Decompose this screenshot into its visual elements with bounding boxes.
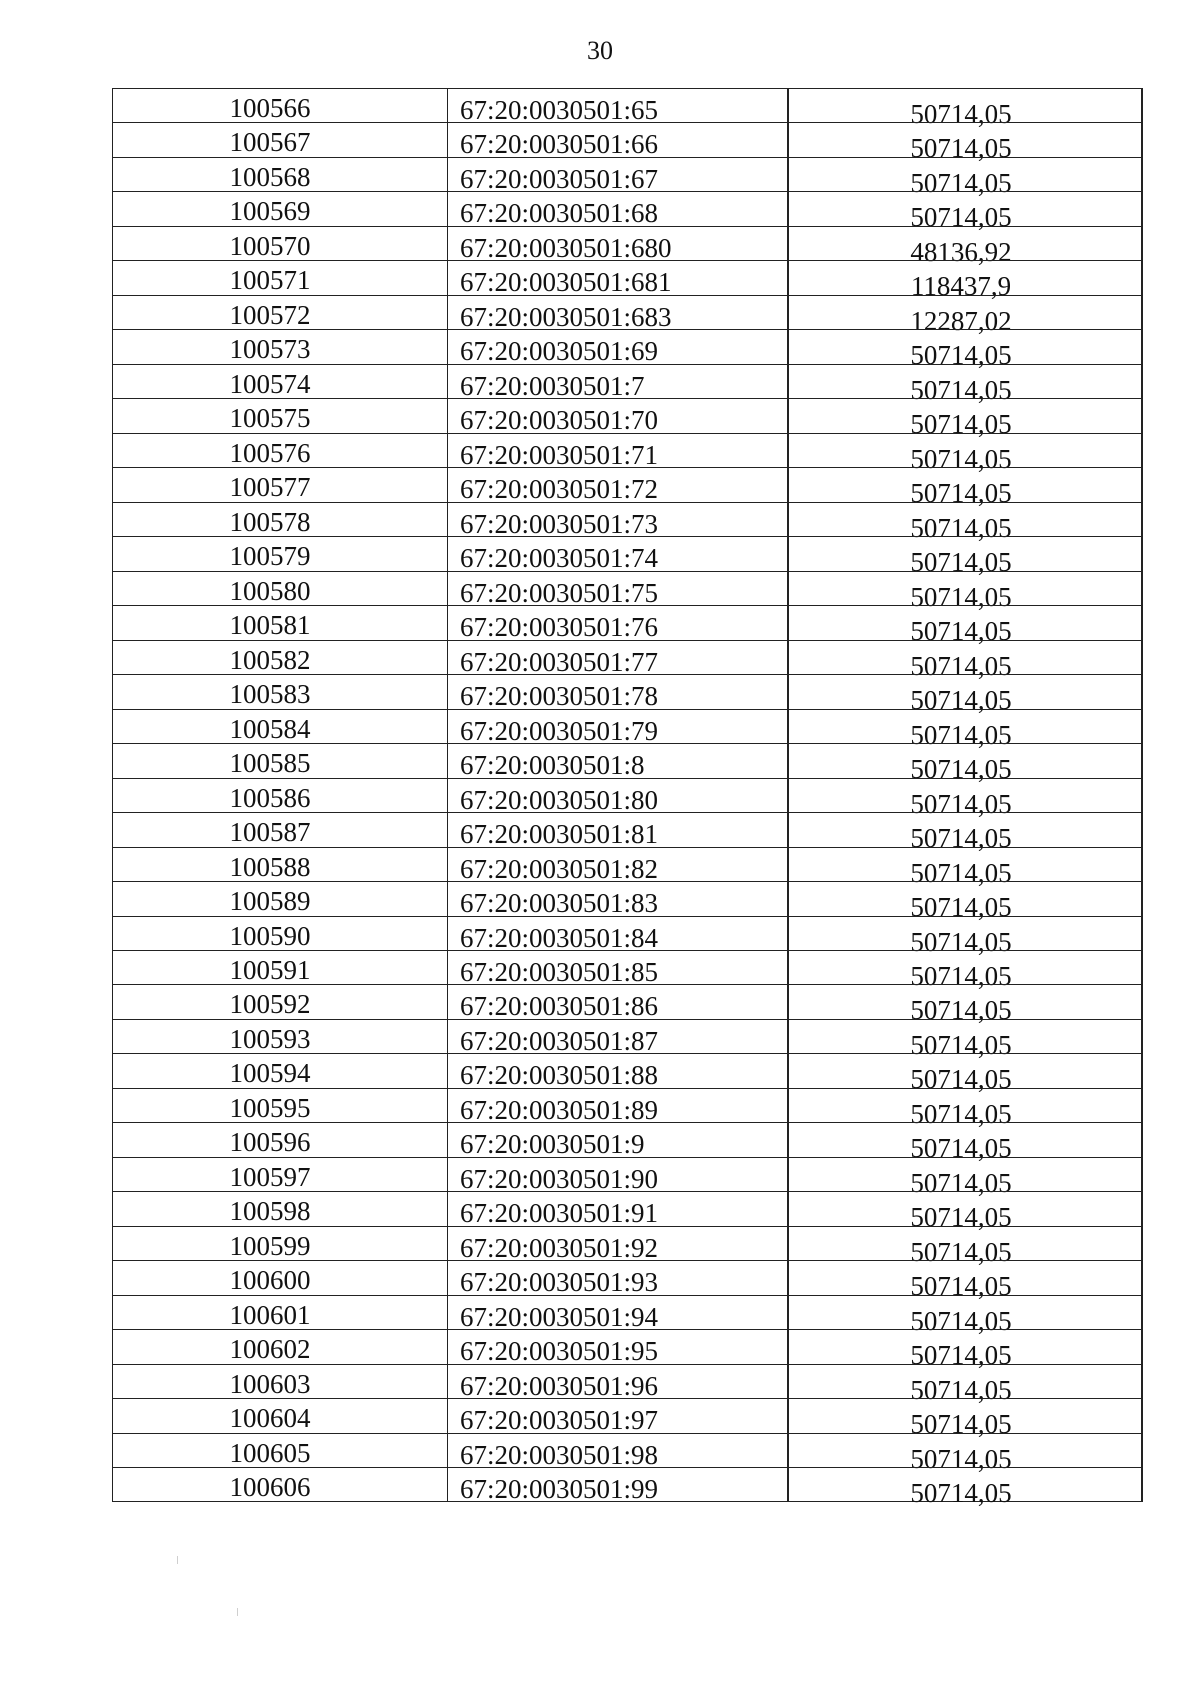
table-row bbox=[113, 1364, 1143, 1405]
row-code: 100570 bbox=[113, 226, 447, 260]
cadastral-number: 67:20:0030501:99 bbox=[447, 1467, 787, 1501]
row-code: 100589 bbox=[113, 881, 447, 915]
cadastral-number: 67:20:0030501:77 bbox=[447, 640, 787, 674]
cadastral-number: 67:20:0030501:7 bbox=[447, 364, 787, 398]
table-row bbox=[113, 1053, 1143, 1095]
cadastral-value: 50714,05 bbox=[787, 743, 1143, 777]
table-row bbox=[113, 812, 1143, 854]
cadastral-value: 50714,05 bbox=[787, 1295, 1143, 1329]
row-code: 100601 bbox=[113, 1295, 447, 1329]
table-row bbox=[113, 295, 1143, 336]
cadastral-value: 50714,05 bbox=[787, 1398, 1143, 1432]
table-row bbox=[113, 674, 1143, 716]
table-row bbox=[113, 88, 1143, 129]
cadastral-number: 67:20:0030501:89 bbox=[447, 1088, 787, 1122]
cadastral-value: 50714,05 bbox=[787, 329, 1143, 363]
row-code: 100582 bbox=[113, 640, 447, 674]
scan-mark bbox=[237, 1608, 238, 1616]
row-code: 100590 bbox=[113, 916, 447, 950]
table-row bbox=[113, 640, 1143, 681]
cadastral-value: 50714,05 bbox=[787, 1122, 1143, 1156]
table-row bbox=[113, 1467, 1143, 1509]
cadastral-number: 67:20:0030501:82 bbox=[447, 847, 787, 881]
cadastral-number: 67:20:0030501:67 bbox=[447, 157, 787, 191]
table-row bbox=[113, 433, 1143, 474]
cadastral-value: 50714,05 bbox=[787, 847, 1143, 881]
cadastral-value: 50714,05 bbox=[787, 1157, 1143, 1191]
cadastral-value: 50714,05 bbox=[787, 122, 1143, 156]
row-code: 100567 bbox=[113, 122, 447, 156]
table-row bbox=[113, 950, 1143, 991]
cadastral-number: 67:20:0030501:71 bbox=[447, 433, 787, 467]
cadastral-value: 50714,05 bbox=[787, 398, 1143, 432]
cadastral-number: 67:20:0030501:88 bbox=[447, 1053, 787, 1087]
cadastral-value: 50714,05 bbox=[787, 502, 1143, 536]
cadastral-value: 50714,05 bbox=[787, 433, 1143, 467]
cadastral-table bbox=[112, 88, 1142, 1509]
table-row bbox=[113, 122, 1143, 164]
cadastral-number: 67:20:0030501:8 bbox=[447, 743, 787, 777]
cadastral-value: 50714,05 bbox=[787, 1260, 1143, 1294]
cadastral-value: 50714,05 bbox=[787, 778, 1143, 812]
table-row bbox=[113, 1295, 1143, 1336]
cadastral-value: 50714,05 bbox=[787, 571, 1143, 605]
scan-mark bbox=[177, 1556, 178, 1564]
row-code: 100575 bbox=[113, 398, 447, 432]
cadastral-number: 67:20:0030501:93 bbox=[447, 1260, 787, 1294]
cadastral-number: 67:20:0030501:9 bbox=[447, 1122, 787, 1156]
table-row bbox=[113, 916, 1143, 957]
row-code: 100597 bbox=[113, 1157, 447, 1191]
cadastral-value: 50714,05 bbox=[787, 536, 1143, 570]
cadastral-value: 50714,05 bbox=[787, 640, 1143, 674]
cadastral-value: 50714,05 bbox=[787, 674, 1143, 708]
cadastral-value: 50714,05 bbox=[787, 1329, 1143, 1363]
cadastral-number: 67:20:0030501:96 bbox=[447, 1364, 787, 1398]
cadastral-number: 67:20:0030501:80 bbox=[447, 778, 787, 812]
table-row bbox=[113, 364, 1143, 405]
row-code: 100586 bbox=[113, 778, 447, 812]
table-row bbox=[113, 743, 1143, 785]
row-code: 100591 bbox=[113, 950, 447, 984]
table-row bbox=[113, 260, 1143, 302]
cadastral-value: 50714,05 bbox=[787, 88, 1143, 122]
row-code: 100592 bbox=[113, 984, 447, 1018]
cadastral-value: 50714,05 bbox=[787, 812, 1143, 846]
cadastral-number: 67:20:0030501:79 bbox=[447, 709, 787, 743]
cadastral-value: 50714,05 bbox=[787, 1226, 1143, 1260]
cadastral-value: 50714,05 bbox=[787, 1364, 1143, 1398]
table-row bbox=[113, 467, 1143, 509]
row-code: 100603 bbox=[113, 1364, 447, 1398]
cadastral-value: 50714,05 bbox=[787, 1191, 1143, 1225]
cadastral-value: 50714,05 bbox=[787, 467, 1143, 501]
cadastral-number: 67:20:0030501:681 bbox=[447, 260, 787, 294]
row-code: 100594 bbox=[113, 1053, 447, 1087]
cadastral-value: 50714,05 bbox=[787, 157, 1143, 191]
table-row bbox=[113, 1433, 1143, 1474]
cadastral-number: 67:20:0030501:72 bbox=[447, 467, 787, 501]
cadastral-number: 67:20:0030501:680 bbox=[447, 226, 787, 260]
cadastral-value: 50714,05 bbox=[787, 950, 1143, 984]
table-row bbox=[113, 1157, 1143, 1198]
cadastral-number: 67:20:0030501:95 bbox=[447, 1329, 787, 1363]
cadastral-number: 67:20:0030501:91 bbox=[447, 1191, 787, 1225]
cadastral-number: 67:20:0030501:74 bbox=[447, 536, 787, 570]
table-row bbox=[113, 571, 1143, 612]
table-row bbox=[113, 1398, 1143, 1440]
cadastral-value: 50714,05 bbox=[787, 1467, 1143, 1501]
cadastral-number: 67:20:0030501:76 bbox=[447, 605, 787, 639]
row-code: 100596 bbox=[113, 1122, 447, 1156]
cadastral-number: 67:20:0030501:78 bbox=[447, 674, 787, 708]
cadastral-number: 67:20:0030501:73 bbox=[447, 502, 787, 536]
cadastral-number: 67:20:0030501:83 bbox=[447, 881, 787, 915]
cadastral-value: 50714,05 bbox=[787, 1019, 1143, 1053]
table-row bbox=[113, 1260, 1143, 1302]
cadastral-value: 50714,05 bbox=[787, 1088, 1143, 1122]
table-row bbox=[113, 536, 1143, 578]
table-row bbox=[113, 1019, 1143, 1060]
cadastral-value: 12287,02 bbox=[787, 295, 1143, 329]
row-code: 100602 bbox=[113, 1329, 447, 1363]
table-row bbox=[113, 1088, 1143, 1129]
cadastral-value: 50714,05 bbox=[787, 984, 1143, 1018]
cadastral-number: 67:20:0030501:92 bbox=[447, 1226, 787, 1260]
table-row bbox=[113, 157, 1143, 198]
row-code: 100588 bbox=[113, 847, 447, 881]
row-code: 100606 bbox=[113, 1467, 447, 1501]
row-code: 100579 bbox=[113, 536, 447, 570]
row-code: 100598 bbox=[113, 1191, 447, 1225]
cadastral-value: 50714,05 bbox=[787, 881, 1143, 915]
row-code: 100585 bbox=[113, 743, 447, 777]
row-code: 100581 bbox=[113, 605, 447, 639]
table-row bbox=[113, 191, 1143, 233]
row-code: 100593 bbox=[113, 1019, 447, 1053]
row-code: 100604 bbox=[113, 1398, 447, 1432]
cadastral-number: 67:20:0030501:85 bbox=[447, 950, 787, 984]
table-row bbox=[113, 1329, 1143, 1371]
table-row bbox=[113, 1122, 1143, 1164]
row-code: 100569 bbox=[113, 191, 447, 225]
row-code: 100576 bbox=[113, 433, 447, 467]
cadastral-number: 67:20:0030501:81 bbox=[447, 812, 787, 846]
row-code: 100600 bbox=[113, 1260, 447, 1294]
cadastral-number: 67:20:0030501:86 bbox=[447, 984, 787, 1018]
row-code: 100605 bbox=[113, 1433, 447, 1467]
table-row bbox=[113, 398, 1143, 440]
page-number: 30 bbox=[587, 36, 613, 65]
table-row bbox=[113, 847, 1143, 888]
cadastral-value: 50714,05 bbox=[787, 709, 1143, 743]
row-code: 100566 bbox=[113, 88, 447, 122]
table-row bbox=[113, 778, 1143, 819]
row-code: 100599 bbox=[113, 1226, 447, 1260]
row-code: 100568 bbox=[113, 157, 447, 191]
cadastral-number: 67:20:0030501:683 bbox=[447, 295, 787, 329]
table-row bbox=[113, 605, 1143, 647]
row-code: 100595 bbox=[113, 1088, 447, 1122]
table-row bbox=[113, 881, 1143, 923]
cadastral-number: 67:20:0030501:65 bbox=[447, 88, 787, 122]
row-code: 100574 bbox=[113, 364, 447, 398]
table-row bbox=[113, 984, 1143, 1026]
cadastral-value: 118437,9 bbox=[787, 260, 1143, 294]
cadastral-number: 67:20:0030501:68 bbox=[447, 191, 787, 225]
table-row bbox=[113, 1226, 1143, 1267]
row-code: 100583 bbox=[113, 674, 447, 708]
cadastral-value: 50714,05 bbox=[787, 605, 1143, 639]
table-row bbox=[113, 226, 1143, 267]
cadastral-number: 67:20:0030501:97 bbox=[447, 1398, 787, 1432]
table-row bbox=[113, 709, 1143, 750]
cadastral-number: 67:20:0030501:90 bbox=[447, 1157, 787, 1191]
cadastral-number: 67:20:0030501:87 bbox=[447, 1019, 787, 1053]
cadastral-number: 67:20:0030501:70 bbox=[447, 398, 787, 432]
cadastral-number: 67:20:0030501:84 bbox=[447, 916, 787, 950]
cadastral-number: 67:20:0030501:94 bbox=[447, 1295, 787, 1329]
row-code: 100571 bbox=[113, 260, 447, 294]
cadastral-number: 67:20:0030501:98 bbox=[447, 1433, 787, 1467]
cadastral-value: 50714,05 bbox=[787, 1053, 1143, 1087]
cadastral-value: 50714,05 bbox=[787, 364, 1143, 398]
table-row bbox=[113, 1191, 1143, 1233]
row-code: 100578 bbox=[113, 502, 447, 536]
cadastral-number: 67:20:0030501:69 bbox=[447, 329, 787, 363]
cadastral-value: 50714,05 bbox=[787, 916, 1143, 950]
row-code: 100577 bbox=[113, 467, 447, 501]
cadastral-value: 48136,92 bbox=[787, 226, 1143, 260]
row-code: 100580 bbox=[113, 571, 447, 605]
row-code: 100572 bbox=[113, 295, 447, 329]
cadastral-number: 67:20:0030501:66 bbox=[447, 122, 787, 156]
table-row bbox=[113, 329, 1143, 371]
cadastral-number: 67:20:0030501:75 bbox=[447, 571, 787, 605]
table-row bbox=[113, 502, 1143, 543]
cadastral-value: 50714,05 bbox=[787, 191, 1143, 225]
row-code: 100584 bbox=[113, 709, 447, 743]
row-code: 100573 bbox=[113, 329, 447, 363]
row-code: 100587 bbox=[113, 812, 447, 846]
cadastral-value: 50714,05 bbox=[787, 1433, 1143, 1467]
